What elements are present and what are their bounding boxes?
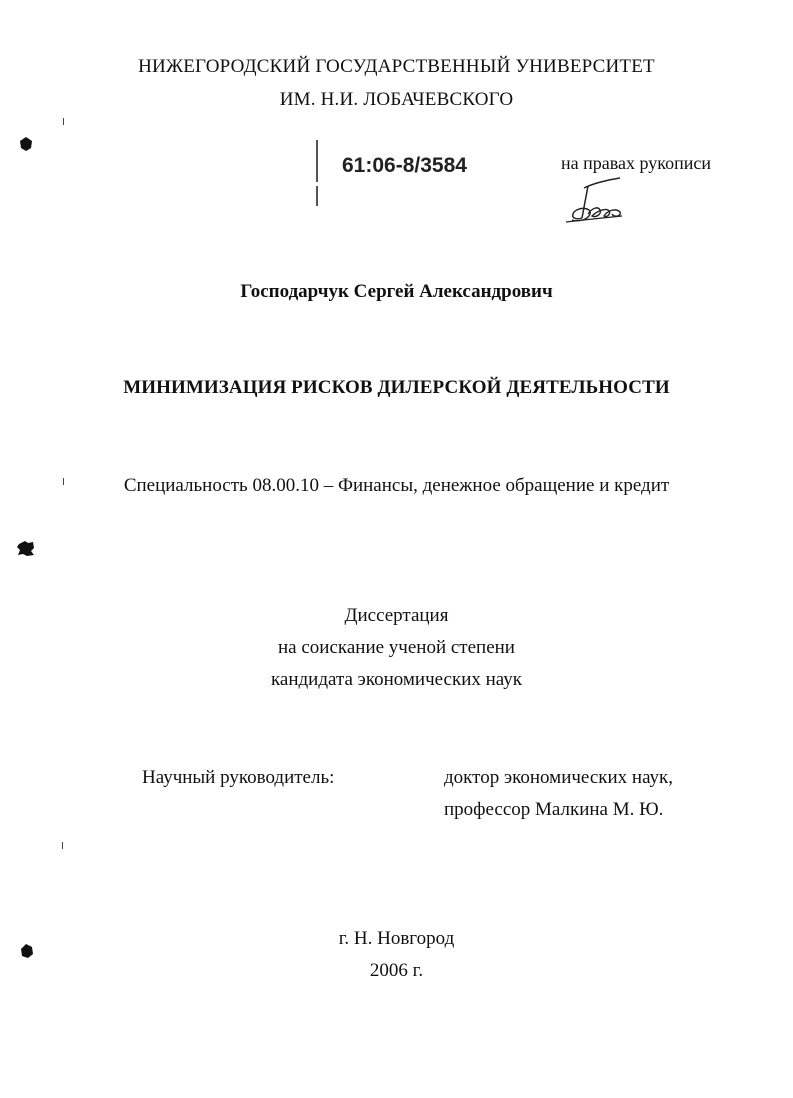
supervisor-degree: доктор экономических наук, [444, 767, 674, 788]
manuscript-note: на правах рукописи [561, 153, 711, 173]
specialty-line: Специальность 08.00.10 – Финансы, денежное обращение и кредит [123, 475, 670, 496]
scan-mark [62, 842, 63, 849]
supervisor-name: профессор Малкина М. Ю. [444, 799, 664, 820]
university-name-line2: ИМ. Н.И. ЛОБАЧЕВСКОГО [279, 89, 514, 110]
binding-hole-icon [16, 540, 36, 558]
city: г. Н. Новгород [338, 928, 455, 949]
degree-field-line: кандидата экономических наук [270, 669, 523, 690]
signature-icon [562, 174, 632, 228]
dissertation-title: МИНИМИЗАЦИЯ РИСКОВ ДИЛЕРСКОЙ ДЕЯТЕЛЬНОСТИ [123, 377, 670, 398]
year: 2006 г. [369, 960, 424, 981]
author-name: Господарчук Сергей Александрович [240, 281, 553, 302]
university-name-line1: НИЖЕГОРОДСКИЙ ГОСУДАРСТВЕННЫЙ УНИВЕРСИТЕТ [138, 56, 655, 77]
stamp-bar [316, 140, 318, 182]
supervisor-label: Научный руководитель: [142, 767, 335, 788]
stamp-bar [316, 186, 318, 206]
binding-hole-icon [18, 136, 34, 152]
archive-code: 61:06-8/3584 [342, 154, 467, 177]
scan-mark [63, 118, 64, 125]
dissertation-label: Диссертация [344, 605, 449, 626]
degree-line: на соискание ученой степени [278, 637, 515, 658]
